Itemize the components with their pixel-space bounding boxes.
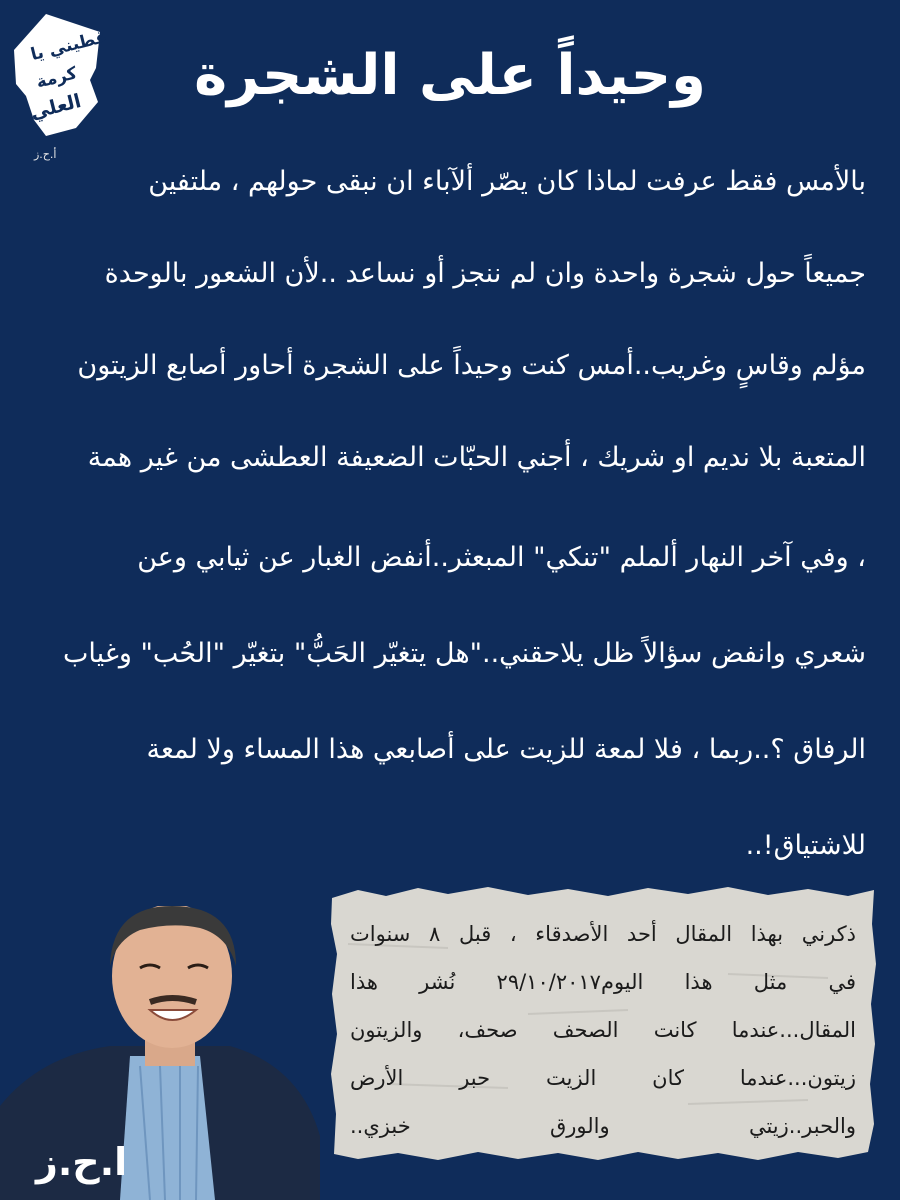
note-line: المقال...عندما كانت الصحف صحف، والزيتون: [350, 1018, 856, 1042]
note-line: ذكرني بهذا المقال أحد الأصدقاء ، قبل ٨ سنوات: [350, 922, 856, 946]
note-line: زيتون...عندما كان الزيت حبر الأرض: [350, 1066, 856, 1090]
body-line: مؤلم وقاسٍ وغريب..أمس كنت وحيداً على الشجرة أحاور أصابع الزيتون: [77, 350, 866, 381]
note-line: في مثل هذا اليوم٢٩/١٠/٢٠١٧ نُشر هذا: [350, 970, 856, 994]
logo-line-3: العلي: [28, 90, 84, 124]
body-line: بالأمس فقط عرفت لماذا كان يصّر ألآباء ان نبقى حولهم ، ملتفين: [148, 166, 866, 197]
body-line: شعري وانفض سؤالاً ظل يلاحقني.."هل يتغيّر الحَبُّ" بتغيّر "الحُب" وغياب: [62, 638, 866, 669]
body-line: المتعبة بلا نديم او شريك ، أجني الحبّات الضعيفة العطشى من غير همة: [87, 442, 866, 473]
author-signature: ا.ح.ز: [36, 1140, 128, 1184]
body-line: الرفاق ؟..ربما ، فلا لمعة للزيت على أصابعي هذا المساء ولا لمعة: [146, 734, 866, 765]
logo-signature: أ.ح.ز: [34, 148, 57, 161]
page-title: وحيداً على الشجرة: [194, 43, 706, 108]
body-line: ، وفي آخر النهار ألملم "تنكي" المبعثر..أنفض الغبار عن ثيابي وعن: [137, 542, 866, 573]
body-line: جميعاً حول شجرة واحدة وان لم ننجز أو نساعد ..لأن الشعور بالوحدة: [104, 258, 866, 289]
logo-line-2: كرمة: [34, 63, 80, 93]
body-line: للاشتياق!..: [745, 830, 866, 861]
torn-paper-note: [328, 884, 878, 1162]
note-line: والحبر..زيتي والورق خبزي..: [350, 1114, 856, 1138]
logo-line-1: غطيني يا: [28, 26, 110, 66]
logo: [6, 10, 110, 161]
